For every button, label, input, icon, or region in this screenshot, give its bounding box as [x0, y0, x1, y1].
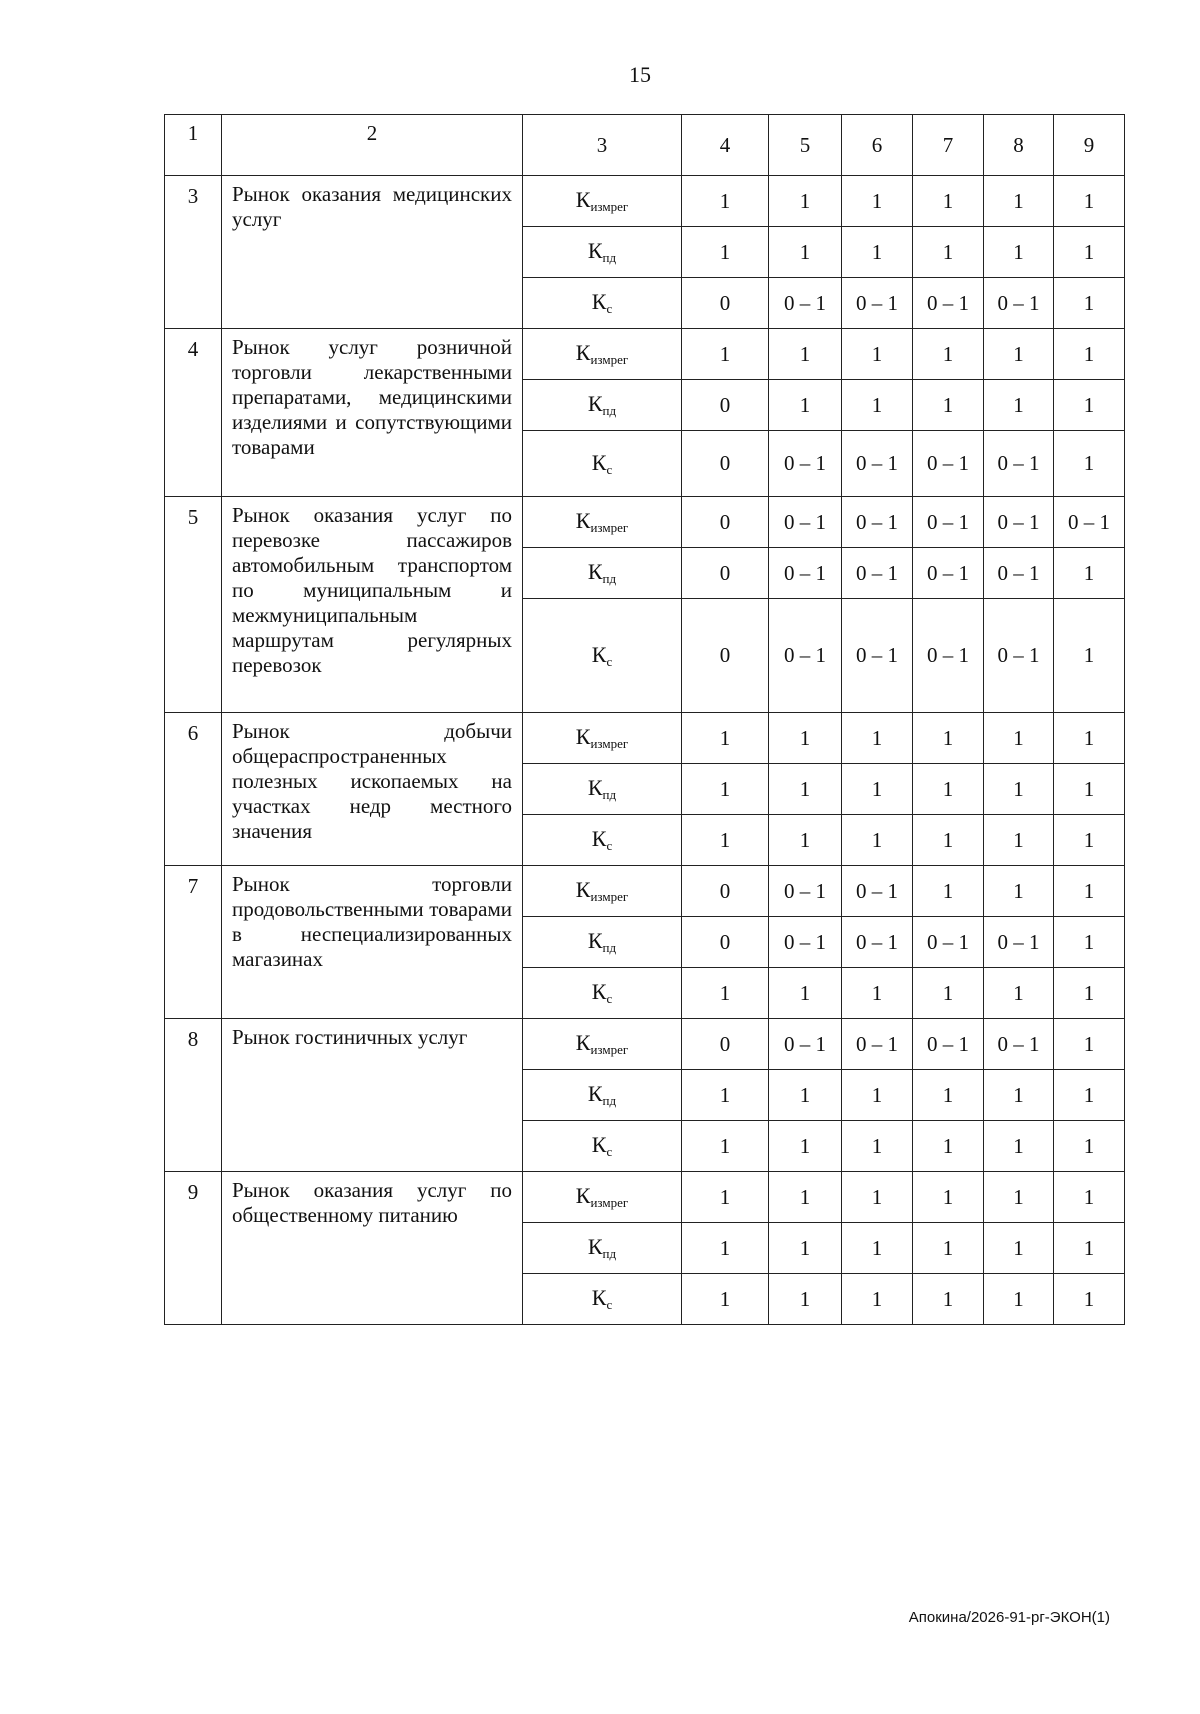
value-cell: 1: [984, 380, 1054, 431]
coefficient-symbol: К: [575, 187, 591, 212]
coefficient-symbol: К: [591, 826, 607, 851]
value-cell: 0 – 1: [1054, 497, 1125, 548]
coefficient-label: [523, 1274, 682, 1325]
row-number: 7: [165, 866, 222, 1019]
coefficient-label: [523, 497, 682, 548]
value-cell: 1: [842, 815, 913, 866]
value-cell: 1: [1054, 815, 1125, 866]
value-cell: 0 – 1: [842, 548, 913, 599]
coefficient-symbol: К: [575, 508, 591, 533]
value-cell: 1: [842, 764, 913, 815]
coefficient-subscript: с: [606, 838, 613, 853]
value-cell: 1: [769, 227, 842, 278]
value-cell: 0 – 1: [842, 431, 913, 497]
table-row: [165, 866, 1125, 917]
market-name: Рынок торговли продовольственными товарами в неспециализированных магазинах: [222, 866, 523, 1019]
table-row: [165, 329, 1125, 380]
value-cell: 0: [682, 497, 769, 548]
coefficient-subscript: с: [606, 991, 613, 1006]
value-cell: 0 – 1: [769, 497, 842, 548]
value-cell: 0: [682, 1019, 769, 1070]
value-cell: 1: [1054, 1274, 1125, 1325]
coefficient-label: [523, 1121, 682, 1172]
value-cell: 1: [913, 815, 984, 866]
coefficient-symbol: К: [591, 289, 607, 314]
coefficient-subscript: пд: [602, 940, 617, 955]
value-cell: 1: [682, 329, 769, 380]
value-cell: 1: [682, 713, 769, 764]
value-cell: 0 – 1: [984, 599, 1054, 713]
coefficient-symbol: К: [587, 928, 603, 953]
header-cell: 2: [222, 115, 523, 176]
value-cell: 1: [769, 329, 842, 380]
value-cell: 1: [769, 1121, 842, 1172]
coefficient-subscript: с: [606, 1144, 613, 1159]
value-cell: 0: [682, 866, 769, 917]
value-cell: 1: [1054, 599, 1125, 713]
coefficient-label: [523, 1172, 682, 1223]
coefficient-subscript: с: [606, 653, 613, 669]
document-code: Апокина/2026-91-рг-ЭКОН(1): [908, 1609, 1110, 1626]
value-cell: 0 – 1: [913, 1019, 984, 1070]
value-cell: 0 – 1: [769, 278, 842, 329]
value-cell: 1: [769, 713, 842, 764]
value-cell: 1: [842, 1070, 913, 1121]
row-number: 4: [165, 329, 222, 497]
value-cell: 0 – 1: [984, 917, 1054, 968]
value-cell: 1: [1054, 866, 1125, 917]
coefficient-symbol: К: [575, 1183, 591, 1208]
coefficient-symbol: К: [591, 641, 607, 667]
value-cell: 1: [842, 968, 913, 1019]
value-cell: 1: [984, 227, 1054, 278]
value-cell: 0: [682, 278, 769, 329]
value-cell: 1: [984, 1121, 1054, 1172]
value-cell: 1: [1054, 1121, 1125, 1172]
value-cell: 1: [984, 329, 1054, 380]
value-cell: 1: [842, 227, 913, 278]
value-cell: 0 – 1: [913, 497, 984, 548]
value-cell: 1: [984, 1223, 1054, 1274]
coefficient-symbol: К: [587, 775, 603, 800]
value-cell: 0 – 1: [769, 866, 842, 917]
header-cell: 6: [842, 115, 913, 176]
market-name: Рынок услуг розничной торговли лекарственными препаратами, медицинскими изделиями и сопутствующими товарами: [222, 329, 523, 497]
coefficient-subscript: измрег: [590, 520, 629, 535]
value-cell: 1: [913, 968, 984, 1019]
value-cell: 1: [1054, 1070, 1125, 1121]
coefficient-symbol: К: [591, 1285, 607, 1310]
value-cell: 1: [984, 176, 1054, 227]
header-cell: 1: [165, 115, 222, 176]
coefficient-symbol: К: [591, 449, 607, 475]
coefficient-symbol: К: [587, 1234, 603, 1259]
value-cell: 1: [682, 1172, 769, 1223]
coefficient-label: [523, 380, 682, 431]
row-number: 6: [165, 713, 222, 866]
value-cell: 1: [913, 227, 984, 278]
coefficient-subscript: измрег: [590, 199, 629, 214]
coefficient-subscript: пд: [602, 1246, 617, 1261]
value-cell: 0 – 1: [984, 278, 1054, 329]
value-cell: 0 – 1: [842, 497, 913, 548]
coefficient-symbol: К: [591, 979, 607, 1004]
value-cell: 1: [913, 866, 984, 917]
value-cell: 1: [913, 176, 984, 227]
coefficient-label: [523, 713, 682, 764]
value-cell: 1: [984, 1172, 1054, 1223]
header-cell: 4: [682, 115, 769, 176]
table-row: [165, 497, 1125, 548]
value-cell: 1: [682, 764, 769, 815]
value-cell: 1: [913, 1172, 984, 1223]
value-cell: 1: [913, 1121, 984, 1172]
value-cell: 0: [682, 917, 769, 968]
value-cell: 1: [1054, 431, 1125, 497]
value-cell: 1: [984, 764, 1054, 815]
value-cell: 1: [842, 1223, 913, 1274]
coefficient-symbol: К: [591, 1132, 607, 1157]
market-name: Рынок оказания услуг по перевозке пассажиров автомобильным транспортом по муниципальным и межмуниципальным маршрутам регулярных перевозок: [222, 497, 523, 713]
value-cell: 1: [842, 329, 913, 380]
market-name: Рынок добычи общераспространенных полезных ископаемых на участках недр местного значения: [222, 713, 523, 866]
value-cell: 0: [682, 431, 769, 497]
value-cell: 1: [682, 227, 769, 278]
coefficient-symbol: К: [575, 1030, 591, 1055]
table-body: [165, 115, 1125, 1325]
row-number: 3: [165, 176, 222, 329]
value-cell: 1: [1054, 227, 1125, 278]
value-cell: 1: [769, 1070, 842, 1121]
value-cell: 1: [913, 1274, 984, 1325]
value-cell: 0 – 1: [984, 1019, 1054, 1070]
coefficient-symbol: К: [587, 1081, 603, 1106]
value-cell: 1: [1054, 176, 1125, 227]
value-cell: 1: [769, 968, 842, 1019]
value-cell: 1: [842, 1121, 913, 1172]
value-cell: 0: [682, 548, 769, 599]
value-cell: 1: [842, 176, 913, 227]
value-cell: 0 – 1: [984, 431, 1054, 497]
value-cell: 1: [842, 713, 913, 764]
coefficient-label: [523, 431, 682, 497]
value-cell: 1: [842, 380, 913, 431]
header-cell: 5: [769, 115, 842, 176]
row-number: 5: [165, 497, 222, 713]
header-cell: 3: [523, 115, 682, 176]
value-cell: 1: [682, 1274, 769, 1325]
coefficient-label: [523, 329, 682, 380]
value-cell: 1: [682, 968, 769, 1019]
coefficient-subscript: пд: [602, 787, 617, 802]
coefficient-subscript: измрег: [590, 1042, 629, 1057]
value-cell: 0 – 1: [913, 431, 984, 497]
value-cell: 1: [984, 968, 1054, 1019]
value-cell: 1: [769, 1172, 842, 1223]
coefficient-label: [523, 1019, 682, 1070]
value-cell: 1: [1054, 917, 1125, 968]
coefficient-label: [523, 917, 682, 968]
value-cell: 1: [1054, 968, 1125, 1019]
value-cell: 1: [1054, 764, 1125, 815]
value-cell: 1: [913, 380, 984, 431]
value-cell: 0 – 1: [913, 278, 984, 329]
value-cell: 1: [1054, 380, 1125, 431]
header-row: [165, 115, 1125, 176]
value-cell: 1: [1054, 1019, 1125, 1070]
value-cell: 1: [913, 713, 984, 764]
value-cell: 0 – 1: [769, 917, 842, 968]
value-cell: 1: [1054, 1223, 1125, 1274]
coefficient-symbol: К: [575, 340, 591, 365]
coefficient-symbol: К: [587, 391, 603, 416]
value-cell: 0 – 1: [769, 548, 842, 599]
coefficient-subscript: пд: [602, 1093, 617, 1108]
value-cell: 1: [984, 713, 1054, 764]
value-cell: 1: [769, 380, 842, 431]
coefficient-label: [523, 548, 682, 599]
coefficient-subscript: измрег: [590, 352, 629, 367]
coefficient-label: [523, 599, 682, 713]
coefficient-subscript: с: [606, 1297, 613, 1312]
value-cell: 1: [984, 815, 1054, 866]
value-cell: 1: [913, 1223, 984, 1274]
market-name: Рынок оказания медицинских услуг: [222, 176, 523, 329]
coefficient-symbol: К: [575, 724, 591, 749]
value-cell: 0 – 1: [769, 431, 842, 497]
value-cell: 0 – 1: [913, 917, 984, 968]
value-cell: 1: [769, 1223, 842, 1274]
value-cell: 1: [913, 1070, 984, 1121]
coefficient-subscript: с: [606, 461, 613, 477]
coefficient-label: [523, 764, 682, 815]
coefficient-label: [523, 866, 682, 917]
coefficient-symbol: К: [575, 877, 591, 902]
value-cell: 0 – 1: [913, 548, 984, 599]
row-number: 9: [165, 1172, 222, 1325]
header-cell: 9: [1054, 115, 1125, 176]
row-number: 8: [165, 1019, 222, 1172]
value-cell: 1: [1054, 1172, 1125, 1223]
header-cell: 7: [913, 115, 984, 176]
value-cell: 0: [682, 599, 769, 713]
coefficient-label: [523, 176, 682, 227]
coefficient-subscript: измрег: [590, 889, 629, 904]
value-cell: 0 – 1: [769, 1019, 842, 1070]
value-cell: 1: [1054, 548, 1125, 599]
value-cell: 1: [842, 1172, 913, 1223]
value-cell: 1: [984, 1274, 1054, 1325]
value-cell: 1: [984, 866, 1054, 917]
value-cell: 1: [1054, 713, 1125, 764]
value-cell: 0 – 1: [842, 278, 913, 329]
coefficient-label: [523, 815, 682, 866]
coefficient-subscript: пд: [602, 571, 617, 586]
table-row: [165, 713, 1125, 764]
value-cell: 1: [984, 1070, 1054, 1121]
value-cell: 1: [769, 764, 842, 815]
coefficient-subscript: пд: [602, 403, 617, 418]
value-cell: 1: [769, 1274, 842, 1325]
table-row: [165, 1019, 1125, 1070]
coefficients-table: [164, 114, 1125, 1325]
value-cell: 1: [682, 1223, 769, 1274]
table-row: [165, 1172, 1125, 1223]
value-cell: 1: [769, 176, 842, 227]
coefficient-label: [523, 968, 682, 1019]
value-cell: 1: [1054, 329, 1125, 380]
value-cell: 1: [1054, 278, 1125, 329]
coefficient-label: [523, 1070, 682, 1121]
coefficient-subscript: измрег: [590, 736, 629, 751]
value-cell: 1: [913, 764, 984, 815]
value-cell: 0 – 1: [769, 599, 842, 713]
value-cell: 1: [682, 815, 769, 866]
value-cell: 0 – 1: [842, 1019, 913, 1070]
value-cell: 1: [769, 815, 842, 866]
value-cell: 1: [682, 1070, 769, 1121]
coefficient-label: [523, 1223, 682, 1274]
coefficient-label: [523, 227, 682, 278]
value-cell: 1: [682, 1121, 769, 1172]
market-name: Рынок оказания услуг по общественному питанию: [222, 1172, 523, 1325]
value-cell: 0 – 1: [913, 599, 984, 713]
value-cell: 0 – 1: [842, 917, 913, 968]
table-row: [165, 176, 1125, 227]
value-cell: 1: [842, 1274, 913, 1325]
header-cell: 8: [984, 115, 1054, 176]
value-cell: 0 – 1: [984, 497, 1054, 548]
coefficient-subscript: с: [606, 301, 613, 316]
value-cell: 0 – 1: [984, 548, 1054, 599]
value-cell: 1: [682, 176, 769, 227]
coefficient-symbol: К: [587, 238, 603, 263]
value-cell: 0 – 1: [842, 866, 913, 917]
page-number: 15: [629, 62, 651, 87]
coefficient-subscript: измрег: [590, 1195, 629, 1210]
value-cell: 1: [913, 329, 984, 380]
coefficient-subscript: пд: [602, 250, 617, 265]
value-cell: 0: [682, 380, 769, 431]
coefficient-label: [523, 278, 682, 329]
market-name: Рынок гостиничных услуг: [222, 1019, 523, 1172]
coefficient-symbol: К: [587, 559, 603, 584]
value-cell: 0 – 1: [842, 599, 913, 713]
